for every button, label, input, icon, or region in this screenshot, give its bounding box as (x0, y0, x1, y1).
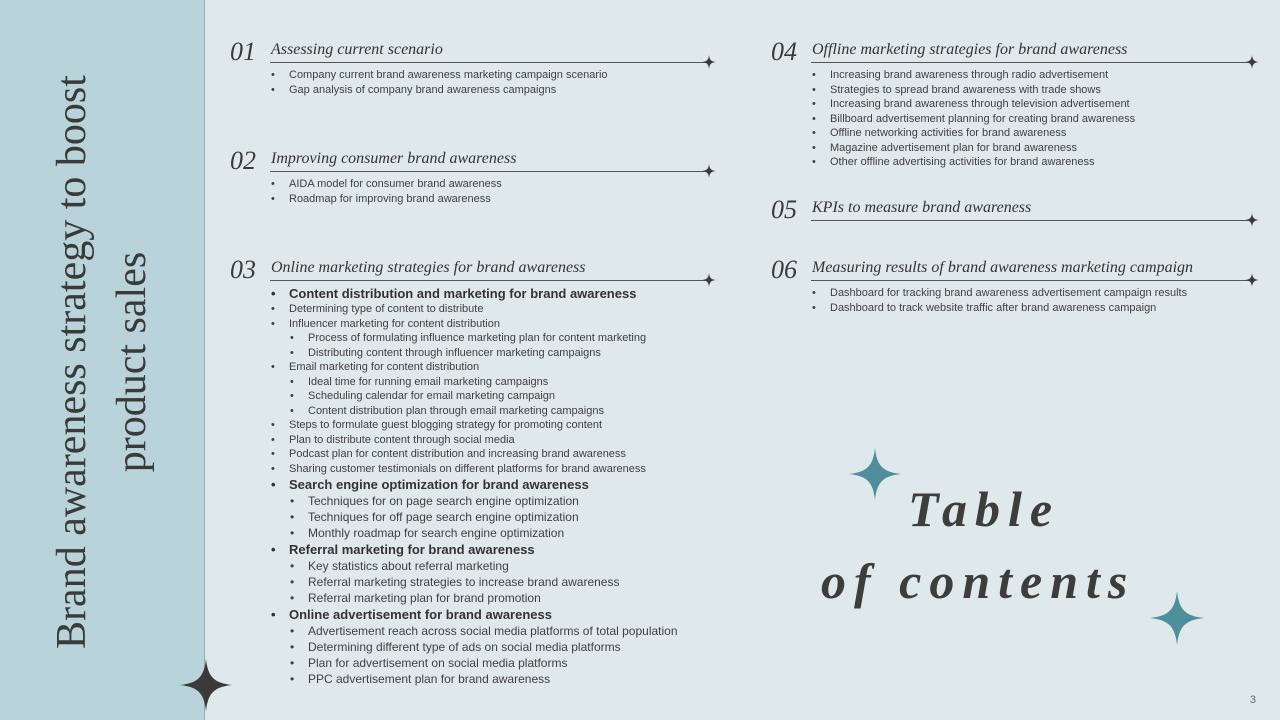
list-item: • Increasing brand awareness through radio advertisement (812, 68, 1261, 83)
list-subitem: • Referral marketing plan for brand promotion (271, 590, 730, 606)
section-05 (771, 196, 1261, 222)
list-item: • Gap analysis of company brand awareness campaigns (271, 83, 720, 98)
list-subitem: • Key statistics about referral marketing (271, 558, 730, 574)
list-subitem: • Ideal time for running email marketing campaigns (271, 375, 730, 390)
list-item: • Podcast plan for content distribution and increasing brand awareness (271, 447, 730, 462)
list-subitem: • Advertisement reach across social media platforms of total population (271, 623, 730, 639)
section-title[interactable]: Improving consumer brand awareness (271, 150, 517, 167)
page-number: 3 (1249, 694, 1256, 706)
section-06 (771, 256, 1261, 315)
divider-line (811, 220, 1251, 221)
sidebar-panel (0, 0, 205, 720)
sparkle-teal-icon (849, 448, 901, 500)
list-subitem: • Techniques for off page search engine optimization (271, 509, 730, 525)
section-number: 01 (230, 37, 256, 66)
divider-line (811, 62, 1251, 63)
list-item: • Plan to distribute content through social media (271, 433, 730, 448)
list-item: • Determining type of content to distribute (271, 302, 730, 317)
divider-line (270, 171, 708, 172)
section-03 (230, 256, 730, 687)
list-item-heading: • Content distribution and marketing for brand awareness (271, 285, 730, 302)
list-item: • Billboard advertisement planning for creating brand awareness (812, 112, 1261, 127)
list-item: • AIDA model for consumer brand awareness (271, 177, 720, 192)
heading-line1: Table (908, 481, 1061, 537)
list-item: • Dashboard to track website traffic after brand awareness campaign (812, 301, 1261, 316)
list-subitem: • Scheduling calendar for email marketing campaign (271, 389, 730, 404)
section-number: 03 (230, 255, 256, 284)
divider-line (270, 62, 708, 63)
list-item: • Magazine advertisement plan for brand awareness (812, 141, 1261, 156)
sparkle-small-icon (702, 164, 716, 178)
section-title[interactable]: KPIs to measure brand awareness (812, 199, 1032, 216)
sparkle-small-icon (1245, 273, 1259, 287)
section-01 (230, 38, 720, 97)
section-number: 05 (771, 195, 797, 224)
list-item: • Offline networking activities for brand awareness (812, 126, 1261, 141)
list-item-heading: • Search engine optimization for brand awareness (271, 476, 730, 493)
list-subitem: • Monthly roadmap for search engine optimization (271, 525, 730, 541)
sidebar-title: Brand awareness strategy to boost product sales (49, 75, 155, 649)
list-item: • Steps to formulate guest blogging strategy for promoting content (271, 418, 730, 433)
section-04 (771, 38, 1261, 170)
list-subitem: • Plan for advertisement on social media platforms (271, 655, 730, 671)
sparkle-teal-icon (1150, 591, 1204, 645)
section-number: 04 (771, 37, 797, 66)
list-item: • Sharing customer testimonials on different platforms for brand awareness (271, 462, 730, 477)
section-title[interactable]: Online marketing strategies for brand awareness (271, 259, 586, 276)
list-item-heading: • Referral marketing for brand awareness (271, 541, 730, 558)
list-item: • Other offline advertising activities for brand awareness (812, 155, 1261, 170)
section-number: 02 (230, 146, 256, 175)
heading-line2: of contents (821, 553, 1136, 609)
sparkle-dark-icon (180, 659, 232, 711)
list-item: • Influencer marketing for content distribution (271, 317, 730, 332)
list-item-heading: • Online advertisement for brand awareness (271, 606, 730, 623)
list-subitem: • Distributing content through influencer marketing campaigns (271, 346, 730, 361)
list-item: • Roadmap for improving brand awareness (271, 192, 720, 207)
list-item: • Strategies to spread brand awareness with trade shows (812, 83, 1261, 98)
list-subitem: • Process of formulating influence marketing plan for content marketing (271, 331, 730, 346)
divider-line (270, 280, 708, 281)
list-item: • Increasing brand awareness through television advertisement (812, 97, 1261, 112)
list-subitem: • Techniques for on page search engine optimization (271, 493, 730, 509)
section-02 (230, 147, 720, 206)
section-title[interactable]: Assessing current scenario (271, 41, 443, 58)
section-number: 06 (771, 255, 797, 284)
list-item: • Company current brand awareness marketing campaign scenario (271, 68, 720, 83)
list-subitem: • PPC advertisement plan for brand awareness (271, 671, 730, 687)
divider-line (811, 280, 1251, 281)
list-subitem: • Referral marketing strategies to increase brand awareness (271, 574, 730, 590)
sparkle-small-icon (1245, 55, 1259, 69)
list-item: • Email marketing for content distribution (271, 360, 730, 375)
sparkle-small-icon (1245, 213, 1259, 227)
list-item: • Dashboard for tracking brand awareness advertisement campaign results (812, 286, 1261, 301)
list-subitem: • Determining different type of ads on social media platforms (271, 639, 730, 655)
section-title[interactable]: Measuring results of brand awareness marketing campaign (812, 259, 1194, 276)
section-title[interactable]: Offline marketing strategies for brand awareness (812, 41, 1128, 58)
list-subitem: • Content distribution plan through email marketing campaigns (271, 404, 730, 419)
sparkle-small-icon (702, 55, 716, 69)
